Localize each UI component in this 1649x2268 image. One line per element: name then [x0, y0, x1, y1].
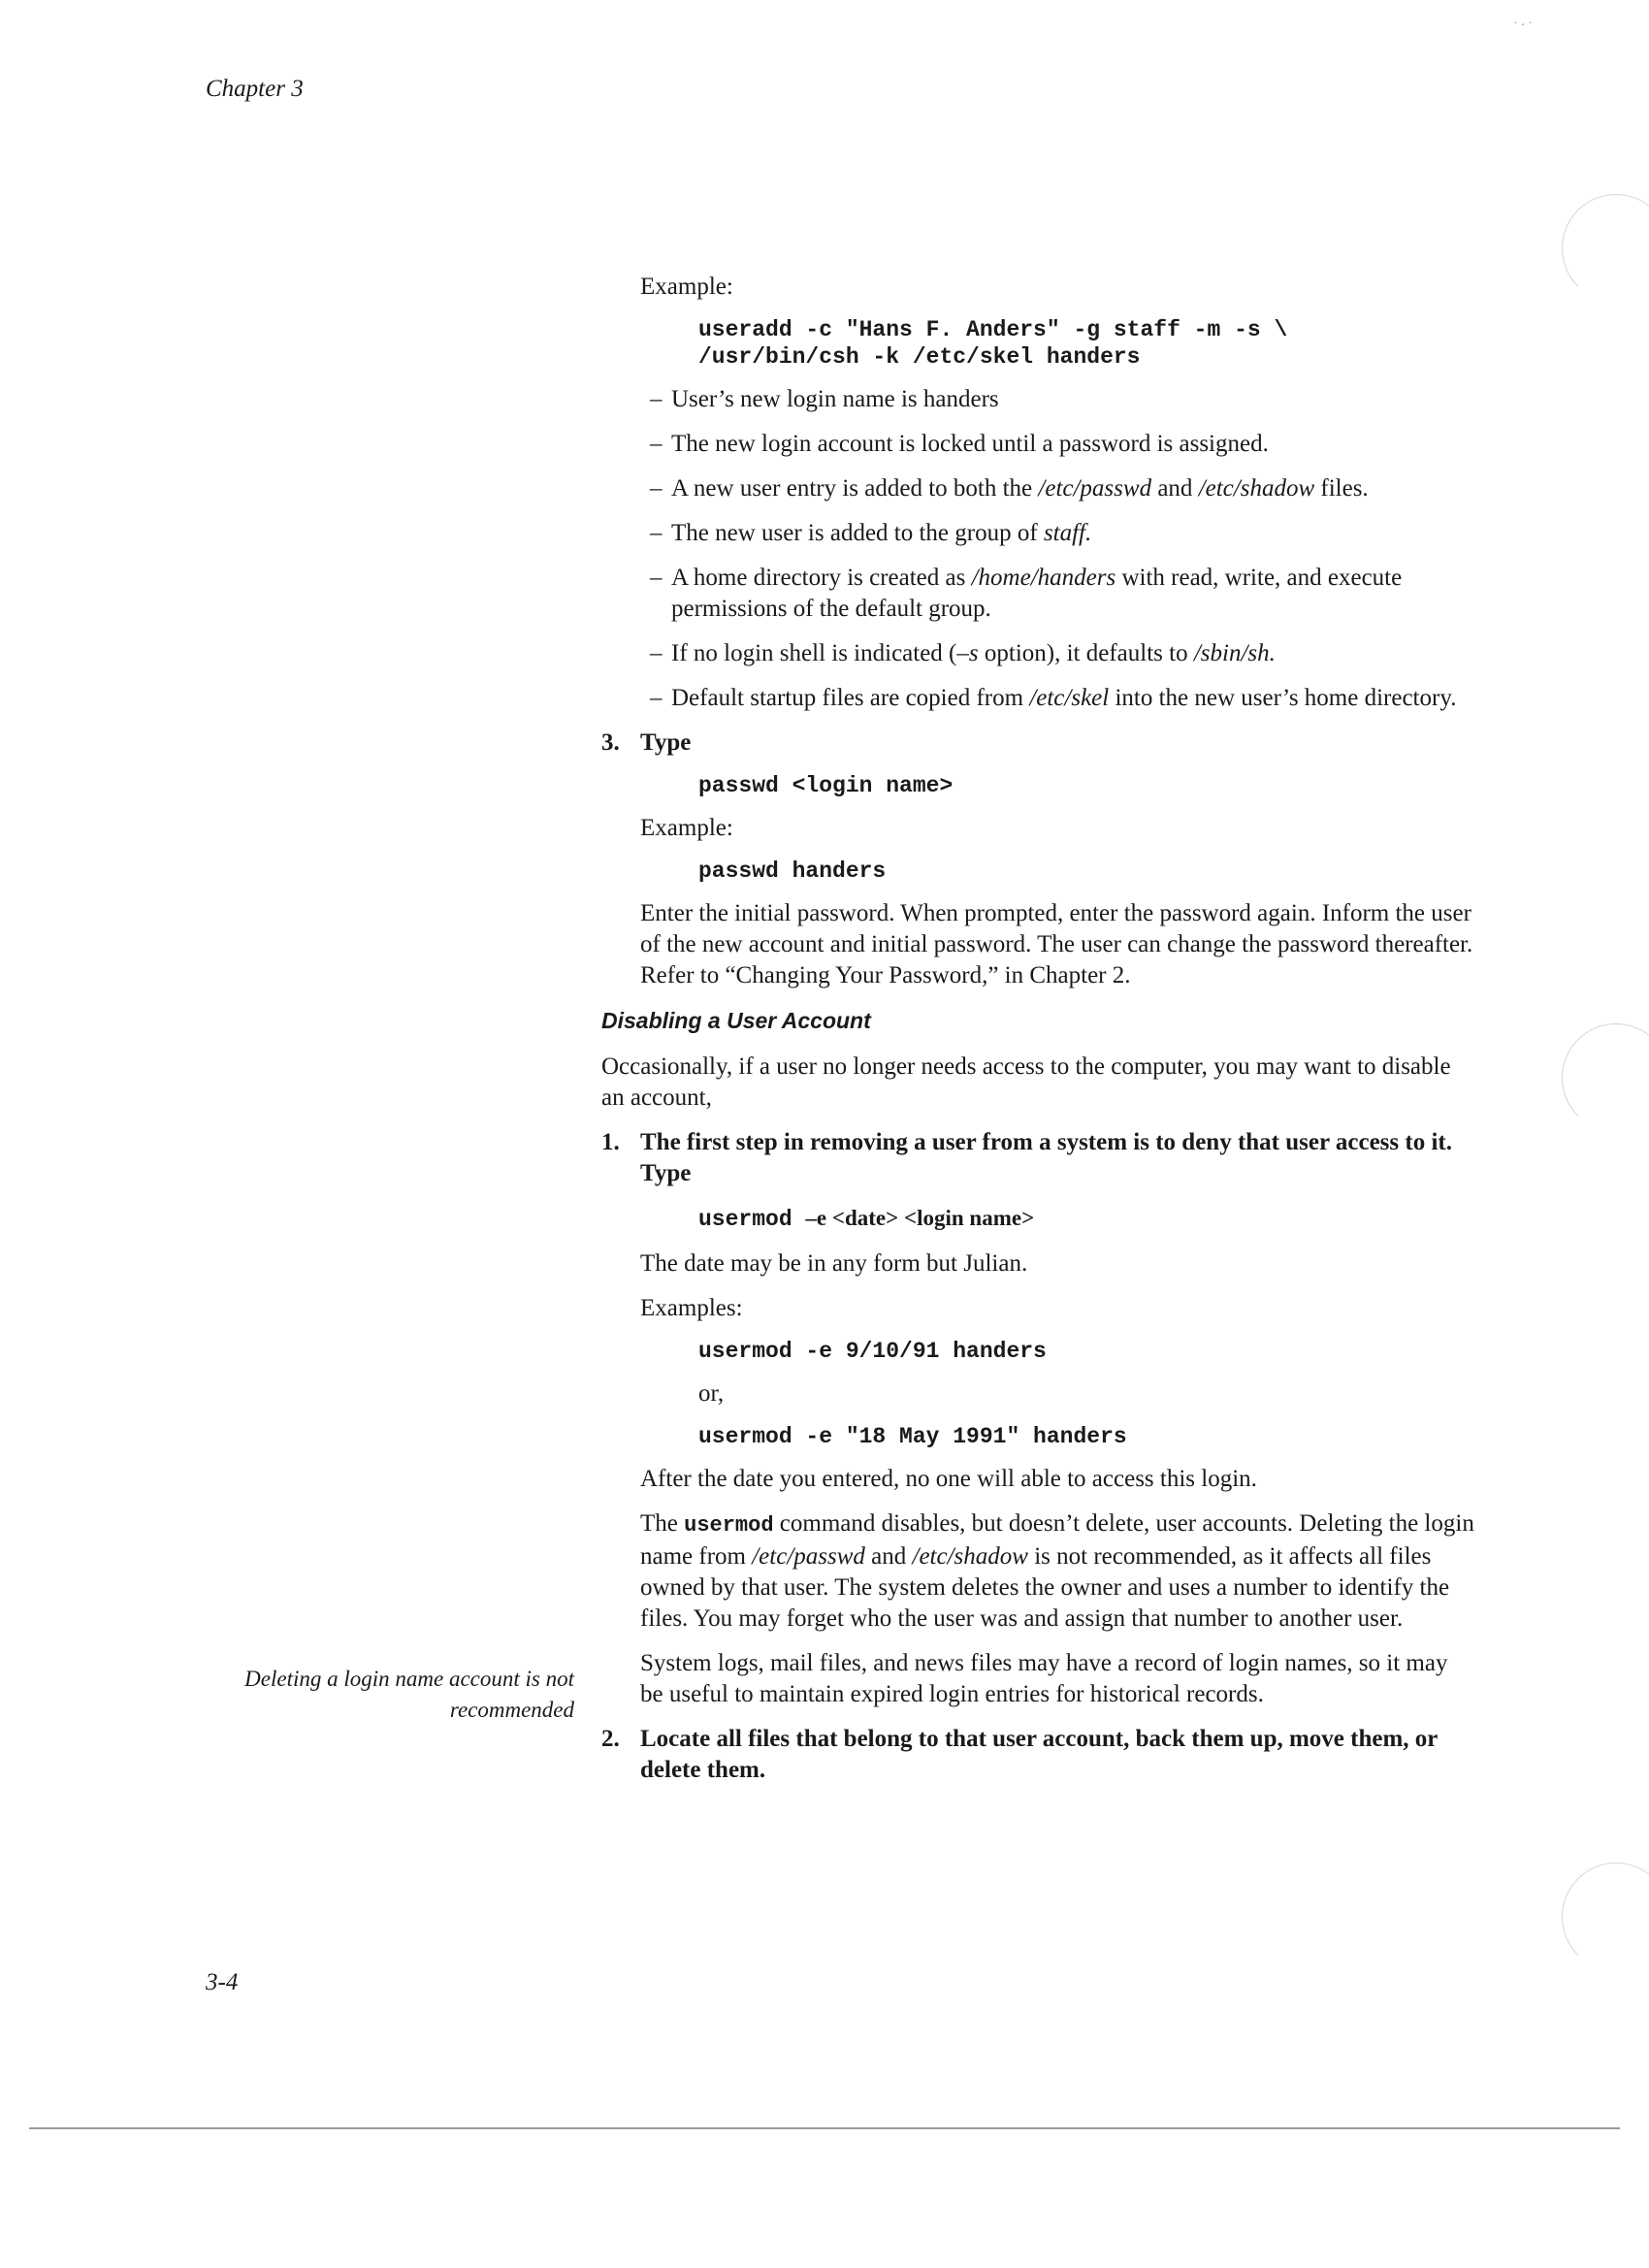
margin-note-line2: recommended — [449, 1698, 574, 1722]
usermod-example2-code: usermod -e "18 May 1991" handers — [698, 1424, 1127, 1449]
list-item: – The new user is added to the group of staff. — [650, 518, 1474, 549]
date-note: The date may be in any form but Julian. — [640, 1250, 1028, 1277]
list-item: – A new user entry is added to both the /etc/passwd and /etc/shadow files. — [650, 473, 1474, 504]
useradd-result-list — [650, 384, 1474, 714]
step-number: 2. — [601, 1726, 620, 1752]
section-heading: Disabling a User Account — [601, 1008, 871, 1033]
useradd-code-line2: /usr/bin/csh -k /etc/skel handers — [698, 344, 1141, 370]
step-label: Type — [640, 729, 692, 756]
useradd-code-line1: useradd -c "Hans F. Anders" -g staff -m -s \ — [698, 317, 1288, 342]
chapter-header: Chapter 3 — [206, 76, 304, 102]
list-item: – Default startup files are copied from /etc/skel into the new user’s home directory. — [650, 683, 1474, 714]
step-number: 3. — [601, 729, 620, 756]
passwd-description: Enter the initial password. When prompted, enter the password again. Inform the user of the new account and initial password. The user can change the password thereafter. Refer to “Changing Your Password,” in Chapter 2. — [640, 900, 1473, 988]
usermod-example1-code: usermod -e 9/10/91 handers — [698, 1339, 1047, 1364]
list-item: – If no login shell is indicated (–s option), it defaults to /sbin/sh. — [650, 638, 1474, 669]
logs-note: System logs, mail files, and news files may have a record of login names, so it may be useful to maintain expired login entries for historical records. — [640, 1650, 1448, 1707]
useradd-code-block — [698, 316, 1474, 371]
step-2 — [601, 1724, 1474, 1786]
example-label: Example: — [640, 815, 733, 841]
or-label: or, — [698, 1380, 725, 1407]
punch-hole-bottom — [1562, 1863, 1649, 1971]
step-3 — [601, 728, 1474, 759]
page-number: 3-4 — [206, 1969, 239, 1995]
page-body — [601, 272, 1474, 1799]
usermod-explanation: The usermod command disables, but doesn’t delete, user accounts. Deleting the login name from /etc/passwd and /etc/shadow is not recommended, as it affects all files owned by that user. The system deletes the owner and uses a number to identify the files. You may forget who the user was and assign that number to another user. — [640, 1510, 1474, 1632]
usermod-syntax-code: usermod –e <date> <login name> — [698, 1206, 1035, 1232]
step-number: 1. — [601, 1129, 620, 1155]
margin-note-line1: Deleting a login name account is not — [244, 1667, 574, 1691]
example-label: Example: — [640, 274, 733, 300]
examples-label: Examples: — [640, 1295, 743, 1321]
list-item: – The new login account is locked until a password is assigned. — [650, 429, 1474, 460]
passwd-syntax-code: passwd <login name> — [698, 773, 954, 798]
scan-speck: · ⸳ · — [1513, 16, 1534, 31]
after-date-note: After the date you entered, no one will able to access this login. — [640, 1466, 1257, 1492]
step-1 — [601, 1127, 1474, 1189]
list-item: – A home directory is created as /home/handers with read, write, and execute permissions of the default group. — [650, 563, 1474, 625]
punch-hole-top — [1562, 194, 1649, 303]
passwd-example-code: passwd handers — [698, 859, 887, 884]
disable-intro: Occasionally, if a user no longer needs access to the computer, you may want to disable an account, — [601, 1053, 1451, 1111]
punch-hole-middle — [1562, 1023, 1649, 1132]
step-text: The first step in removing a user from a system is to deny that user access to it. Type — [640, 1129, 1452, 1186]
list-item: – User’s new login name is handers — [650, 384, 1474, 415]
margin-note — [136, 1664, 574, 1726]
step-text: Locate all files that belong to that user account, back them up, move them, or delete them. — [640, 1726, 1438, 1783]
bottom-divider — [29, 2127, 1620, 2129]
